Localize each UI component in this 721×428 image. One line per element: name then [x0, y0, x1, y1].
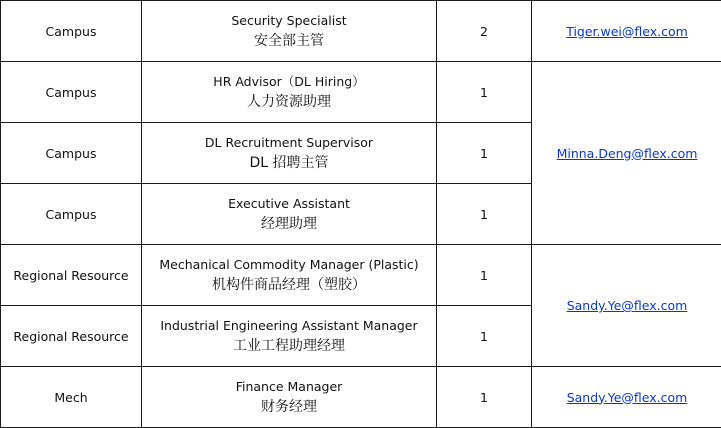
department-cell: Regional Resource — [1, 306, 142, 367]
position-title-en: Industrial Engineering Assistant Manager — [142, 315, 436, 336]
position-cell — [142, 1, 437, 62]
contact-email-link[interactable]: Sandy.Ye@flex.com — [567, 390, 688, 405]
contact-email-link[interactable]: Tiger.wei@flex.com — [566, 24, 688, 39]
department-cell: Mech — [1, 367, 142, 428]
headcount-cell: 1 — [437, 245, 532, 306]
position-title-zh: 经理助理 — [142, 214, 436, 235]
position-cell — [142, 62, 437, 123]
position-title-zh: 机构件商品经理（塑胶） — [142, 275, 436, 296]
department-cell: Regional Resource — [1, 245, 142, 306]
headcount-cell: 1 — [437, 123, 532, 184]
position-title-en: Executive Assistant — [142, 193, 436, 214]
contact-cell — [532, 62, 721, 245]
headcount-cell: 1 — [437, 62, 532, 123]
position-cell — [142, 184, 437, 245]
position-title-en: DL Recruitment Supervisor — [142, 132, 436, 153]
contact-cell — [532, 245, 721, 367]
contact-email-link[interactable]: Sandy.Ye@flex.com — [567, 298, 688, 313]
table-row — [1, 62, 721, 123]
headcount-cell: 1 — [437, 184, 532, 245]
department-cell: Campus — [1, 184, 142, 245]
position-title-zh: 财务经理 — [142, 397, 436, 418]
position-cell — [142, 123, 437, 184]
table-row — [1, 367, 721, 428]
position-title-en: HR Advisor（DL Hiring） — [142, 71, 436, 92]
department-cell: Campus — [1, 123, 142, 184]
department-cell: Campus — [1, 1, 142, 62]
position-cell — [142, 367, 437, 428]
position-title-en: Finance Manager — [142, 376, 436, 397]
position-cell — [142, 245, 437, 306]
contact-email-link[interactable]: Minna.Deng@flex.com — [557, 146, 698, 161]
headcount-cell: 1 — [437, 367, 532, 428]
position-title-zh: 人力资源助理 — [142, 92, 436, 113]
position-title-zh: DL 招聘主管 — [142, 153, 436, 174]
position-title-zh: 安全部主管 — [142, 31, 436, 52]
position-title-zh: 工业工程助理经理 — [142, 336, 436, 357]
position-title-en: Security Specialist — [142, 10, 436, 31]
position-title-en: Mechanical Commodity Manager (Plastic) — [142, 254, 436, 275]
table-row — [1, 1, 721, 62]
headcount-cell: 1 — [437, 306, 532, 367]
position-cell — [142, 306, 437, 367]
headcount-cell: 2 — [437, 1, 532, 62]
contact-cell — [532, 367, 721, 428]
contact-cell — [532, 1, 721, 62]
table-row — [1, 245, 721, 306]
department-cell: Campus — [1, 62, 142, 123]
